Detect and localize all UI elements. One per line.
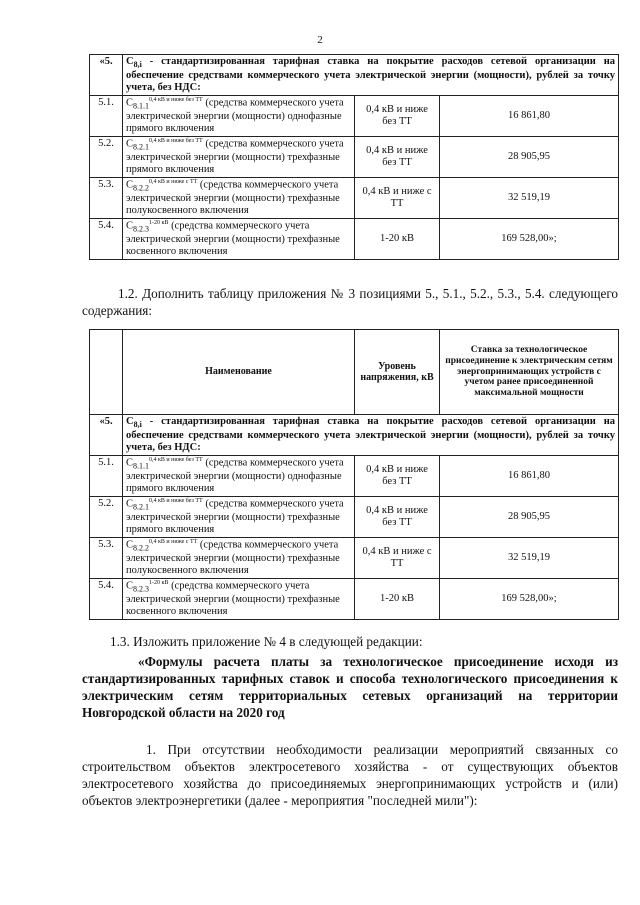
table-header-row (90, 55, 619, 96)
description-text: (средства коммерческого учета электрической энергии (мощности) трехфазные косвенного включения (126, 580, 340, 617)
description-text: (средства коммерческого учета электрической энергии (мощности) трехфазные прямого включения (126, 138, 344, 175)
rate-value: 16 861,80 (440, 95, 619, 136)
table-row (90, 537, 619, 578)
row-description (123, 496, 355, 537)
formula-symbol: C (126, 457, 134, 469)
formula-symbol: C (126, 539, 134, 551)
section-description: - стандартизированная тарифная ставка на покрытие расходов сетевой организации на обеспечение средствами коммерческого учета электрической энергии (мощности), рублей за точку учета, без НДС: (126, 56, 615, 93)
paragraph-point-1: 1. При отсутствии необходимости реализации мероприятий связанных со строительством объектов электросетевого хозяйства - от существующих объектов электросетевого хозяйства до присоединяемых энергопринимающих устройств и (или) объектов электроэнергетики (далее - мероприятия "последней мили"): (82, 742, 618, 808)
section-header-text (123, 55, 619, 96)
formula-superscript: 1-20 кВ (149, 219, 169, 226)
row-number: 5.1. (90, 95, 123, 136)
formula-subscript: 8.2.2 (133, 543, 150, 553)
description-text: (средства коммерческого учета электрической энергии (мощности) трехфазные полукосвенного включения (126, 539, 340, 576)
row-description (123, 537, 355, 578)
row-number: «5. (90, 415, 123, 456)
voltage-cell: 0,4 кВ и ниже без ТТ (355, 496, 440, 537)
column-header-rate: Ставка за технологическое присоединение к электрическим сетям энергопринимающих устройств с учетом ранее присоединенной максимальной мощности (440, 330, 619, 415)
table-row (90, 455, 619, 496)
description-text: (средства коммерческого учета электрической энергии (мощности) трехфазные полукосвенного включения (126, 179, 340, 216)
rate-value: 16 861,80 (440, 455, 619, 496)
row-number: 5.3. (90, 177, 123, 218)
row-description (123, 177, 355, 218)
voltage-cell: 0,4 кВ и ниже без ТТ (355, 136, 440, 177)
table-row (90, 218, 619, 259)
formula-subscript: 8.2.1 (133, 502, 150, 512)
formula-symbol: C (126, 97, 134, 109)
table-row (90, 177, 619, 218)
table-header-row (90, 415, 619, 456)
formula-subscript: 8.1.1 (133, 461, 150, 471)
appendix-heading: «Формулы расчета платы за технологическое присоединение исходя из стандартизированных тарифных ставок и способа технологического присоединения к электрическим сетям территориальных сетевых организаций на территории Новгородской области на 2020 год (82, 654, 618, 720)
formula-symbol: C (126, 56, 134, 67)
formula-superscript: 0,4 кВ и ниже с ТТ (149, 178, 198, 185)
formula-subscript: 8.2.3 (133, 224, 150, 234)
formula-symbol: C (126, 138, 134, 150)
table-row (90, 496, 619, 537)
row-number: «5. (90, 55, 123, 96)
voltage-cell: 0,4 кВ и ниже с ТТ (355, 537, 440, 578)
description-text: (средства коммерческого учета электрической энергии (мощности) однофазные прямого включения (126, 457, 344, 494)
tariff-table-2 (89, 329, 619, 620)
formula-superscript: 0,4 кВ и ниже без ТТ (149, 497, 203, 504)
formula-symbol: C (126, 416, 134, 427)
section-description: - стандартизированная тарифная ставка на покрытие расходов сетевой организации на обеспечение средствами коммерческого учета электрической энергии (мощности), рублей за точку учета, без НДС: (126, 416, 615, 453)
row-description (123, 218, 355, 259)
section-header-text (123, 415, 619, 456)
formula-superscript: 0,4 кВ и ниже без ТТ (149, 137, 203, 144)
row-number: 5.4. (90, 218, 123, 259)
column-header-name: Наименование (123, 330, 355, 415)
voltage-cell: 1-20 кВ (355, 578, 440, 619)
voltage-cell: 0,4 кВ и ниже без ТТ (355, 95, 440, 136)
formula-subscript: 8.2.2 (133, 183, 150, 193)
formula-subscript: 8.1.1 (133, 101, 150, 111)
voltage-cell: 1-20 кВ (355, 218, 440, 259)
voltage-cell: 0,4 кВ и ниже без ТТ (355, 455, 440, 496)
formula-subscript: 8,i (133, 60, 142, 70)
row-description (123, 95, 355, 136)
row-number: 5.2. (90, 136, 123, 177)
rate-value: 28 905,95 (440, 496, 619, 537)
rate-value: 169 528,00»; (440, 578, 619, 619)
row-number: 5.1. (90, 455, 123, 496)
row-description (123, 136, 355, 177)
formula-superscript: 1-20 кВ (149, 579, 169, 586)
table-row (90, 578, 619, 619)
paragraph-1-3: 1.3. Изложить приложение № 4 в следующей редакции: (110, 634, 423, 649)
formula-symbol: C (126, 179, 134, 191)
column-header-voltage: Уровень напряжения, кВ (355, 330, 440, 415)
row-number: 5.3. (90, 537, 123, 578)
header-number-cell (90, 330, 123, 415)
description-text: (средства коммерческого учета электрической энергии (мощности) однофазные прямого включения (126, 97, 344, 134)
page-number: 2 (317, 34, 323, 46)
table-row (90, 95, 619, 136)
row-description (123, 455, 355, 496)
description-text: (средства коммерческого учета электрической энергии (мощности) трехфазные косвенного включения (126, 220, 340, 257)
row-number: 5.4. (90, 578, 123, 619)
formula-superscript: 0,4 кВ и ниже без ТТ (149, 96, 203, 103)
rate-value: 28 905,95 (440, 136, 619, 177)
formula-superscript: 0,4 кВ и ниже с ТТ (149, 538, 198, 545)
row-number: 5.2. (90, 496, 123, 537)
voltage-cell: 0,4 кВ и ниже с ТТ (355, 177, 440, 218)
formula-superscript: 0,4 кВ и ниже без ТТ (149, 456, 203, 463)
rate-value: 169 528,00»; (440, 218, 619, 259)
rate-value: 32 519,19 (440, 537, 619, 578)
column-header-row (90, 330, 619, 415)
formula-subscript: 8.2.1 (133, 142, 150, 152)
tariff-table-1 (89, 54, 619, 260)
paragraph-1-2: 1.2. Дополнить таблицу приложения № 3 позициями 5., 5.1., 5.2., 5.3., 5.4. следующего содержания: (82, 286, 618, 318)
table-row (90, 136, 619, 177)
description-text: (средства коммерческого учета электрической энергии (мощности) трехфазные прямого включения (126, 498, 344, 535)
formula-symbol: C (126, 498, 134, 510)
formula-subscript: 8,i (133, 420, 142, 430)
row-description (123, 578, 355, 619)
formula-subscript: 8.2.3 (133, 584, 150, 594)
formula-symbol: C (126, 220, 134, 232)
formula-symbol: C (126, 580, 134, 592)
rate-value: 32 519,19 (440, 177, 619, 218)
